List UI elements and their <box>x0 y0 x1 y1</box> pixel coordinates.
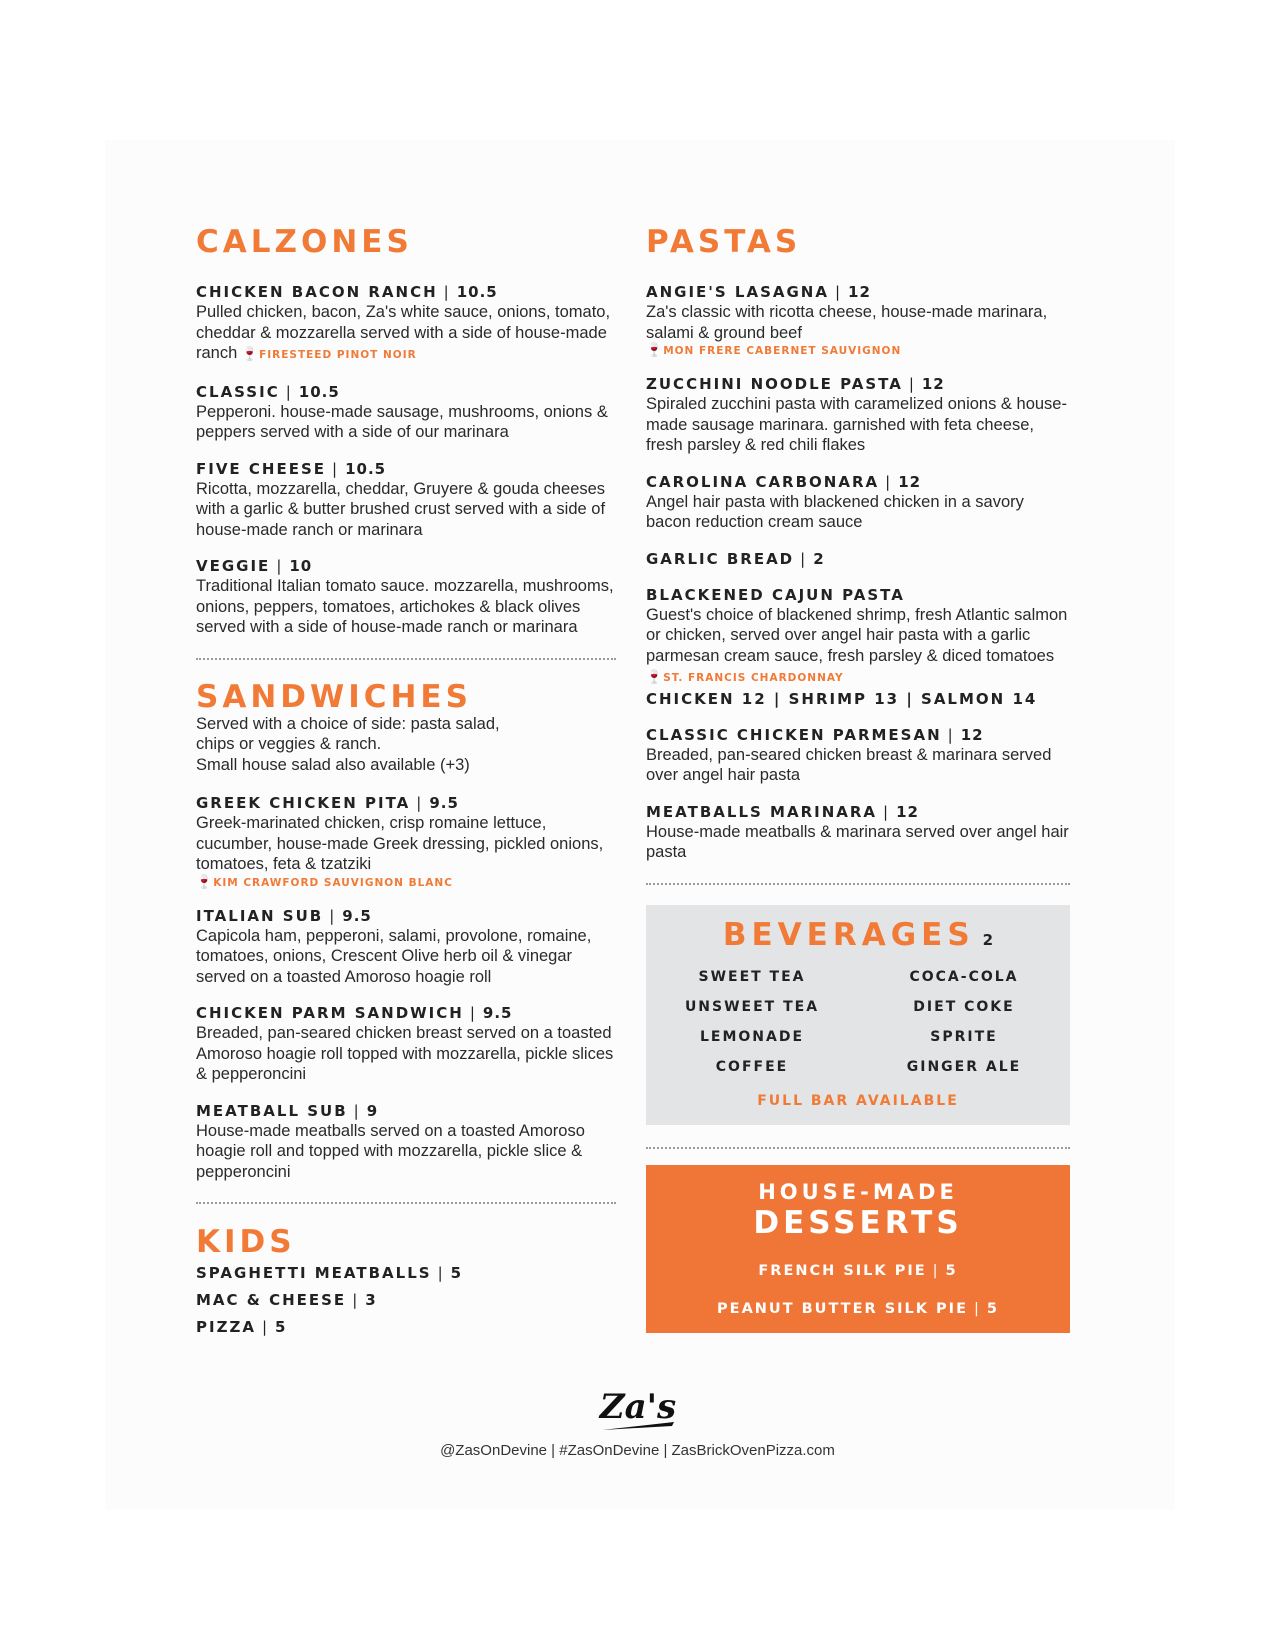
item-price: 12 <box>898 472 922 491</box>
beverage-item: COCA-COLA <box>909 968 1019 985</box>
menu-item: ITALIAN SUB | 9.5 Capicola ham, pepperoni, salami, provolone, romaine, tomatoes, onions, Crescent Olive herb oil & vinegar served on a toasted Amoroso hoagie roll <box>196 906 616 988</box>
protein-prices: CHICKEN 12 | SHRIMP 13 | SALMON 14 <box>646 689 1038 708</box>
item-desc: Greek-marinated chicken, crisp romaine lettuce, cucumber, house-made Greek dressing, pickled onions, tomatoes, feta & tzatziki <box>196 814 604 873</box>
dessert-item: FRENCH SILK PIE | 5 <box>758 1262 958 1279</box>
desserts-box <box>646 1165 1070 1333</box>
item-name: ANGIE'S LASAGNA <box>646 283 829 301</box>
zas-logo <box>0 1382 1275 1443</box>
item-price: 12 <box>921 375 945 393</box>
item-name: CLASSIC CHICKEN PARMESAN <box>646 725 942 744</box>
dotted-divider <box>646 883 1070 885</box>
beverage-item: GINGER ALE <box>906 1058 1022 1075</box>
item-name: CHICKEN PARM SANDWICH <box>196 1004 464 1022</box>
item-desc: Traditional Italian tomato sauce. mozzarella, mushrooms, onions, peppers, tomatoes, artichokes & black olives served with a side of house-made ranch or marinara <box>196 577 614 636</box>
beverages-box <box>646 905 1070 1125</box>
item-desc: Capicola ham, pepperoni, salami, provolone, romaine, tomatoes, onions, Crescent Olive herb oil & vinegar served on a toasted Amoroso hoagie roll <box>196 926 592 986</box>
logo-text: Za's <box>599 1387 676 1427</box>
item-name: GARLIC BREAD <box>646 549 795 568</box>
item-name: CLASSIC <box>196 382 280 401</box>
item-desc: Pepperoni. house-made sausage, mushrooms, onions & peppers served with a side of our marinara <box>196 402 608 441</box>
menu-item: CHICKEN PARM SANDWICH | 9.5 Breaded, pan-seared chicken breast served on a toasted Amoroso hoagie roll topped with mozzarella, pickle slices & pepperoncini <box>196 1003 616 1085</box>
beverages-list <box>646 969 1070 1075</box>
beverage-item: SWEET TEA <box>698 968 806 985</box>
item-name: ZUCCHINI NOODLE PASTA <box>646 375 903 393</box>
item-name: FIVE CHEESE <box>196 459 327 478</box>
menu-item <box>646 585 1070 709</box>
pastas-heading: PASTAS <box>646 224 802 260</box>
menu-item: CLASSIC CHICKEN PARMESAN | 12 Breaded, pan-seared chicken breast & marinara served over angel hair pasta <box>646 725 1070 786</box>
item-price: 9.5 <box>482 1004 513 1022</box>
item-desc: House-made meatballs served on a toasted Amoroso hoagie roll and topped with mozzarella, pickle slice & pepperoncini <box>196 1121 585 1181</box>
item-price: 9.5 <box>429 794 459 812</box>
item-name: ITALIAN SUB <box>196 906 324 925</box>
item-desc: Ricotta, mozzarella, cheddar, Gruyere & gouda cheeses with a garlic & butter brushed crust served with a side of house-made ranch or marinara <box>196 479 606 539</box>
desserts-heading: DESSERTS <box>753 1204 963 1241</box>
menu-item: CLASSIC | 10.5 Pepperoni. house-made sausage, mushrooms, onions & peppers served with a side of our marinara <box>196 382 616 443</box>
item-name: VEGGIE <box>196 557 271 575</box>
menu-item: GARLIC BREAD | 2 <box>646 549 825 568</box>
desserts-subheading: HOUSE-MADE <box>758 1179 958 1204</box>
zas-logo-mark <box>588 1382 688 1438</box>
sandwiches-heading: SANDWICHES <box>196 678 472 715</box>
menu-item: CHICKEN BACON RANCH | 10.5 Pulled chicken, bacon, Za's white sauce, onions, tomato, cheddar & mozzarella served with a side of house-made ranch 🍷FIRESTEED PINOT NOIR <box>196 283 611 362</box>
right-column <box>646 222 1070 1333</box>
item-price: 10.5 <box>298 382 340 401</box>
item-name: MEATBALLS MARINARA <box>646 802 878 821</box>
beverage-item: COFFEE <box>715 1058 789 1075</box>
menu-item: MEATBALLS MARINARA | 12 House-made meatballs & marinara served over angel hair pasta <box>646 802 1069 861</box>
item-price: 12 <box>848 283 871 301</box>
item-name: BLACKENED CAJUN PASTA <box>646 585 905 604</box>
item-name: GREEK CHICKEN PITA <box>196 794 411 812</box>
wine-pairing: 🍷FIRESTEED PINOT NOIR <box>241 347 417 362</box>
wine-glass-icon: 🍷 <box>196 874 214 890</box>
beverages-price: 2 <box>982 930 994 949</box>
beverage-item: LEMONADE <box>699 1028 805 1045</box>
beverage-item: UNSWEET TEA <box>684 998 820 1015</box>
kids-item: SPAGHETTI MEATBALLS | 5 <box>196 1264 464 1282</box>
item-desc: Spiraled zucchini pasta with caramelized onions & house-made sausage marinara. garnished with feta cheese, fresh parsley & red chili flakes <box>646 395 1067 454</box>
wine-glass-icon: 🍷 <box>646 343 664 358</box>
item-desc: Pulled chicken, bacon, Za's white sauce, onions, tomato, cheddar & mozzarella served with a side of house-made ranch <box>196 303 611 362</box>
item-price: 10 <box>289 557 313 575</box>
social-links: @ZasOnDevine | #ZasOnDevine | ZasBrickOvenPizza.com <box>440 1442 835 1459</box>
wine-glass-icon: 🍷 <box>241 347 260 362</box>
menu-item: ZUCCHINI NOODLE PASTA | 12 Spiraled zucchini pasta with caramelized onions & house-made sausage marinara. garnished with feta cheese, fresh parsley & red chili flakes <box>646 374 1070 456</box>
dessert-item: PEANUT BUTTER SILK PIE | 5 <box>717 1300 999 1317</box>
beverage-item: SPRITE <box>930 1028 998 1045</box>
beverage-item: DIET COKE <box>913 998 1015 1015</box>
beverages-heading: BEVERAGES <box>722 916 975 953</box>
item-name: CAROLINA CARBONARA <box>646 472 880 491</box>
dotted-divider <box>646 1147 1070 1149</box>
item-price: 9 <box>366 1101 379 1120</box>
wine-pairing: 🍷KIM CRAWFORD SAUVIGNON BLANC <box>196 874 453 890</box>
item-desc: Guest's choice of blackened shrimp, fresh Atlantic salmon or chicken, served over angel hair pasta with a garlic parmesan cream sauce, fresh parsley & diced tomatoes <box>646 605 1068 665</box>
item-price: 9.5 <box>342 906 372 925</box>
wine-glass-icon: 🍷 <box>646 670 664 685</box>
dotted-divider <box>196 658 616 660</box>
sandwiches-intro: Served with a choice of side: pasta salad, chips or veggies & ranch. Small house salad also available (+3) <box>196 714 500 774</box>
item-price: 12 <box>960 725 984 744</box>
item-desc: Breaded, pan-seared chicken breast served on a toasted Amoroso hoagie roll topped with mozzarella, pickle slices & pepperoncini <box>196 1024 614 1083</box>
item-name: CHICKEN BACON RANCH <box>196 283 438 301</box>
menu-item: VEGGIE | 10 Traditional Italian tomato sauce. mozzarella, mushrooms, onions, peppers, tomatoes, artichokes & black olives served with a side of house-made ranch or marinara <box>196 556 616 638</box>
wine-pairing: 🍷ST. FRANCIS CHARDONNAY <box>646 670 844 685</box>
kids-heading: KIDS <box>196 1224 296 1260</box>
item-price: 2 <box>813 549 825 568</box>
menu-item: GREEK CHICKEN PITA | 9.5 Greek-marinated chicken, crisp romaine lettuce, cucumber, house-made Greek dressing, pickled onions, tomatoes, feta & tzatziki 🍷KIM CRAWFORD SAUVIGNON BLANC <box>196 793 616 890</box>
left-column <box>196 222 616 1341</box>
wine-pairing: 🍷MON FRERE CABERNET SAUVIGNON <box>646 343 902 358</box>
item-desc: Za's classic with ricotta cheese, house-made marinara, salami & ground beef <box>646 303 1048 342</box>
menu-item: CAROLINA CARBONARA | 12 Angel hair pasta with blackened chicken in a savory bacon reduction cream sauce <box>646 472 1070 533</box>
menu-item: MEATBALL SUB | 9 House-made meatballs served on a toasted Amoroso hoagie roll and topped with mozzarella, pickle slice & pepperoncini <box>196 1101 616 1183</box>
item-price: 12 <box>896 802 919 821</box>
item-desc: Angel hair pasta with blackened chicken in a savory bacon reduction cream sauce <box>646 492 1024 531</box>
dotted-divider <box>196 1202 616 1204</box>
item-desc: House-made meatballs & marinara served over angel hair pasta <box>646 822 1069 861</box>
item-name: MEATBALL SUB <box>196 1101 348 1120</box>
kids-item: PIZZA | 5 <box>196 1318 288 1336</box>
menu-item: FIVE CHEESE | 10.5 Ricotta, mozzarella, cheddar, Gruyere & gouda cheeses with a garlic & butter brushed crust served with a side of house-made ranch or marinara <box>196 459 616 541</box>
menu-item: ANGIE'S LASAGNA | 12 Za's classic with ricotta cheese, house-made marinara, salami & ground beef 🍷MON FRERE CABERNET SAUVIGNON <box>646 282 1070 358</box>
item-price: 10.5 <box>345 459 387 478</box>
full-bar-note: FULL BAR AVAILABLE <box>757 1092 959 1109</box>
calzones-heading: CALZONES <box>196 224 413 260</box>
item-price: 10.5 <box>456 283 498 301</box>
item-desc: Breaded, pan-seared chicken breast & marinara served over angel hair pasta <box>646 745 1052 784</box>
kids-item: MAC & CHEESE | 3 <box>196 1291 378 1309</box>
